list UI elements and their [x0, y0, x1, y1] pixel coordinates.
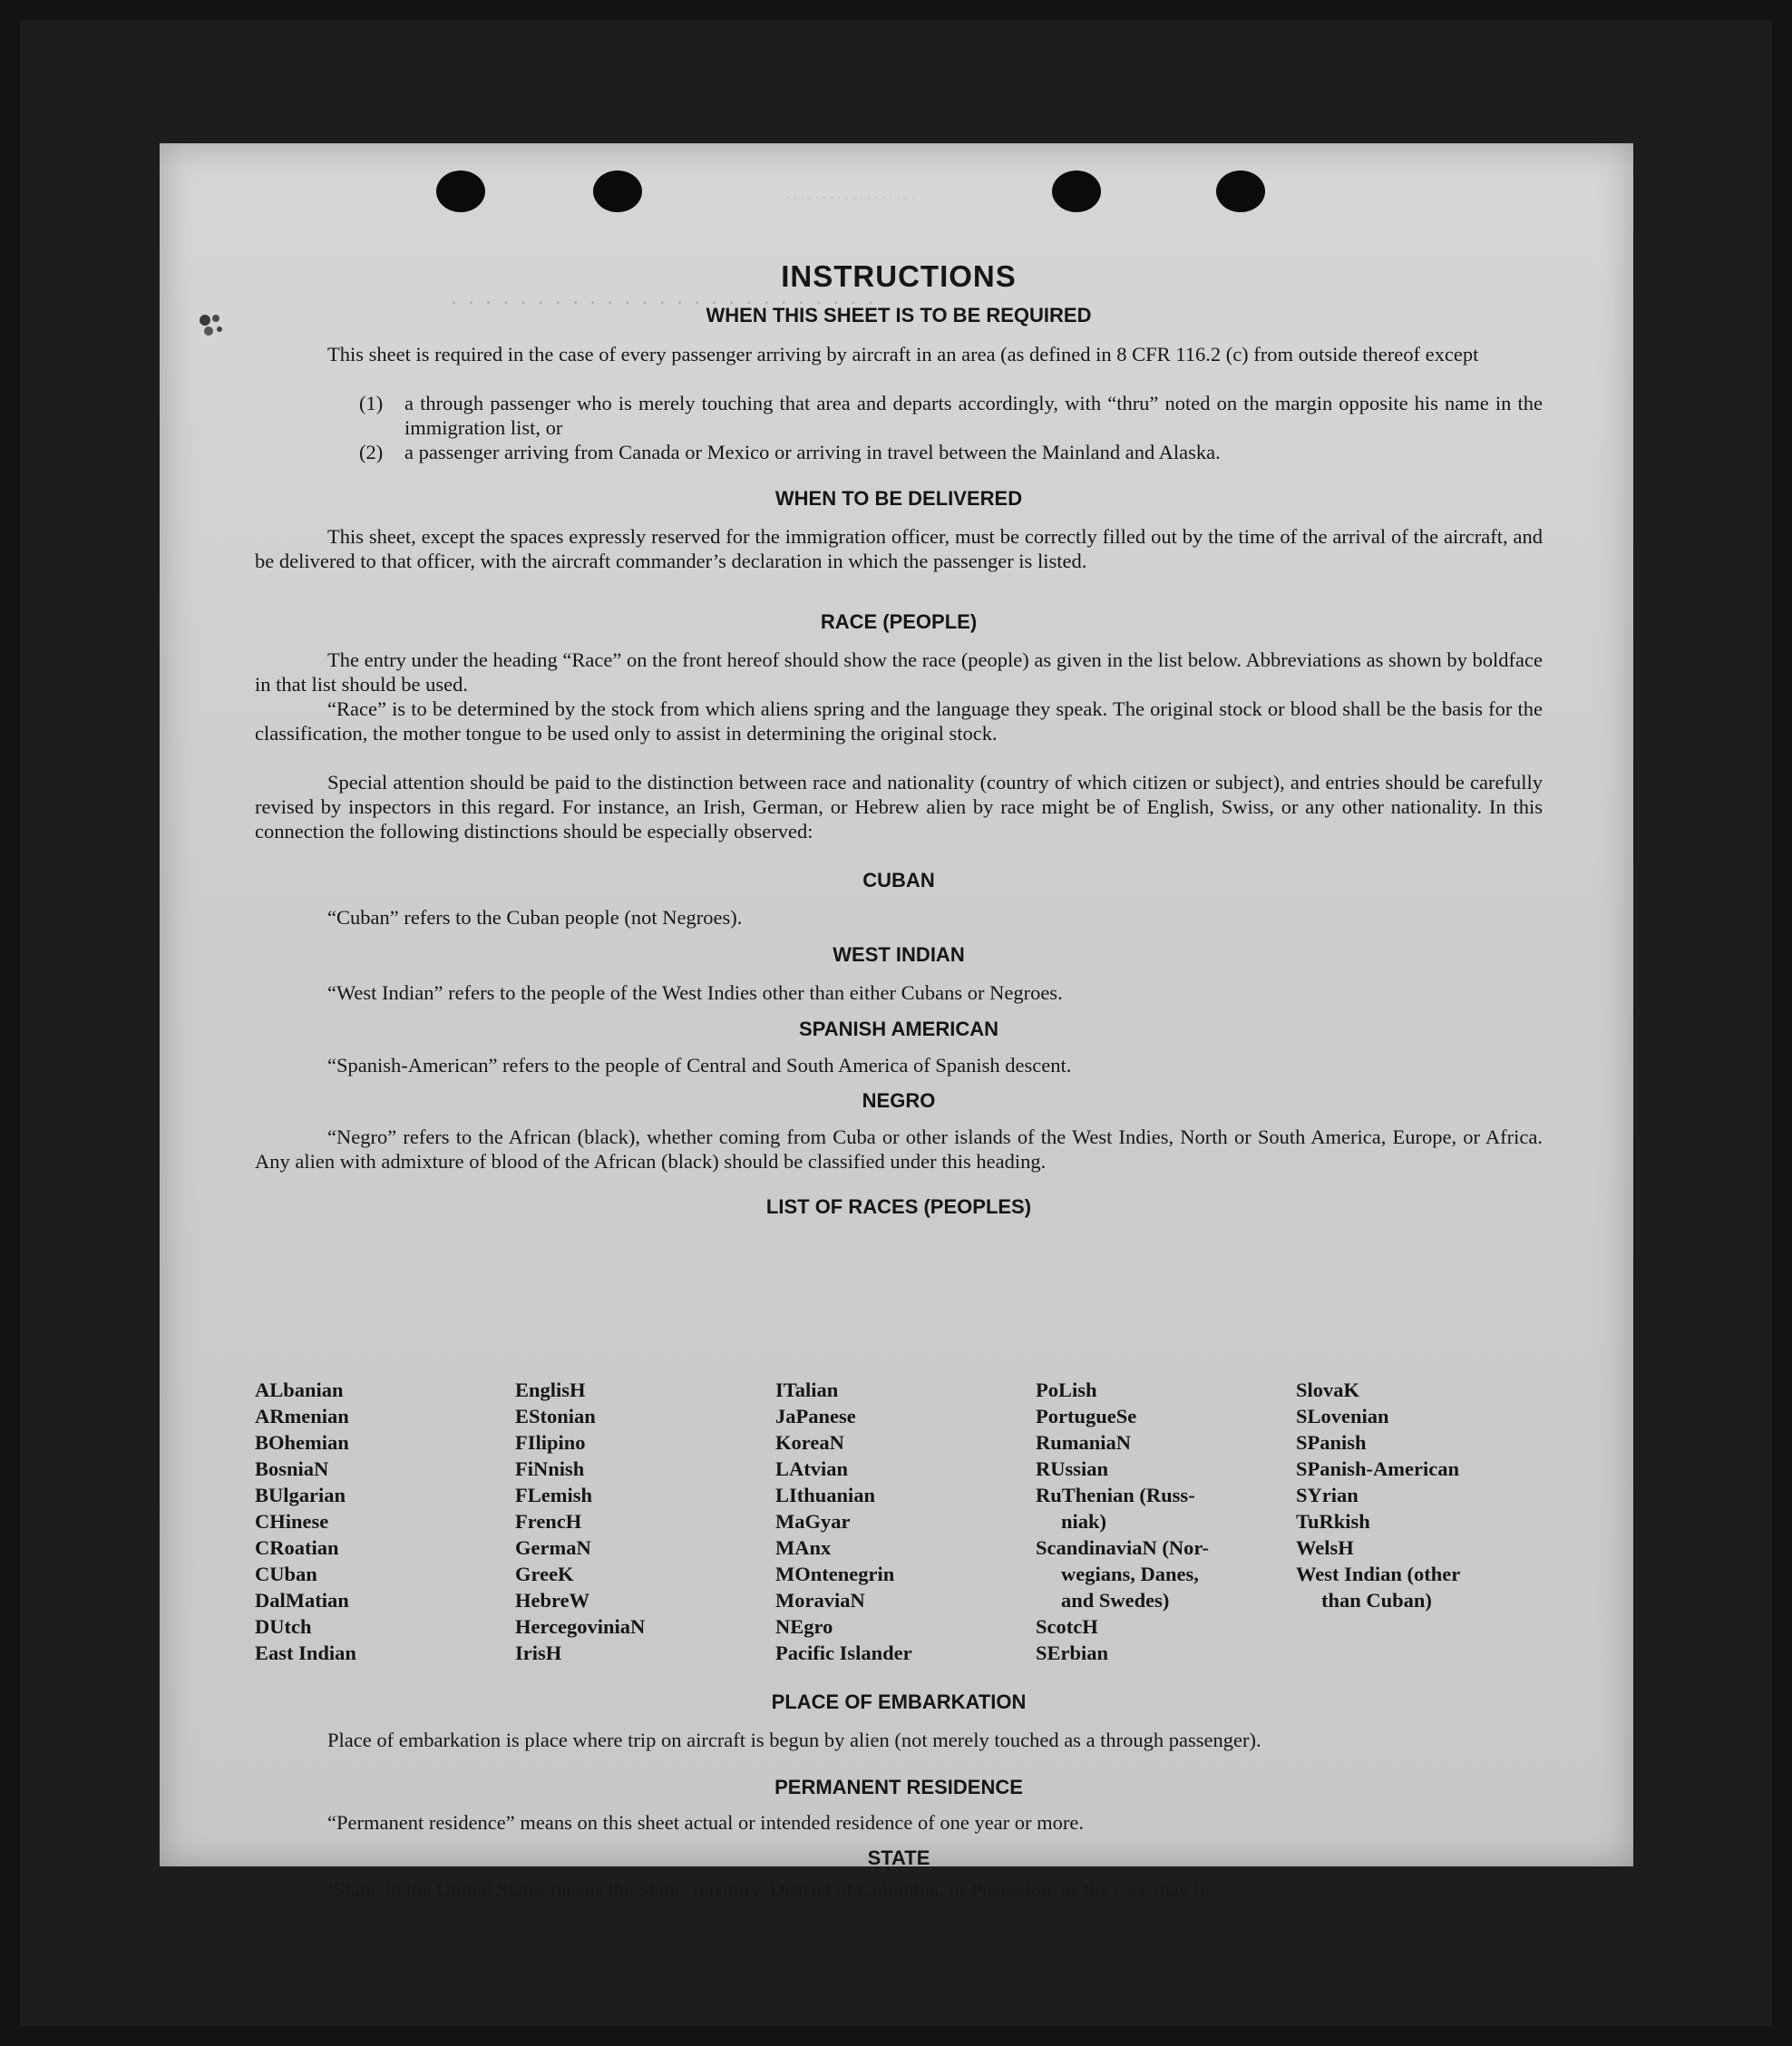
- paragraph: This sheet is required in the case of every passenger arriving by aircraft in an area (as defined in 8 CFR 116.2 (c) from outside thereof except: [327, 343, 1479, 365]
- paragraph: “Race” is to be determined by the stock from which aliens spring and the language they speak. The original stock or blood shall be the basis for the classification, the mother tongue to be used only to assist in determining the original stock.: [255, 697, 1543, 745]
- section-heading: PLACE OF EMBARKATION: [771, 1690, 1027, 1713]
- punch-hole: [1216, 170, 1265, 212]
- race-item: KoreaN: [775, 1431, 844, 1454]
- race-item: wegians, Danes,: [1061, 1563, 1199, 1585]
- race-item: Pacific Islander: [775, 1642, 912, 1664]
- list-item-text: a passenger arriving from Canada or Mexico or arriving in travel between the Mainland and Alaska.: [404, 441, 1221, 463]
- race-item: CUban: [255, 1563, 317, 1585]
- section-heading: WHEN THIS SHEET IS TO BE REQUIRED: [706, 304, 1092, 326]
- page-title: INSTRUCTIONS: [781, 259, 1017, 293]
- list-item-text: a through passenger who is merely touching that area and departs accordingly, with “thru” noted on the margin opposite his name in the immigration list, or: [404, 392, 1543, 439]
- paragraph: Special attention should be paid to the distinction between race and nationality (country of which citizen or subject), and entries should be carefully revised by inspectors in this regard. For instance, an Irish, German, or Hebrew alien by race might be of English, Swiss, or any other nationality. In this connection the following distinctions should be especially observed:: [255, 771, 1543, 843]
- race-item: BosniaN: [255, 1457, 329, 1480]
- race-item: SPanish: [1296, 1431, 1367, 1454]
- section-heading: CUBAN: [862, 869, 935, 891]
- race-item: GreeK: [515, 1563, 574, 1585]
- race-item: WelsH: [1296, 1536, 1354, 1559]
- bleed-through-text: · · · · · · · · · · · · · · · · · · · · · · · · ·: [450, 289, 877, 316]
- section-heading: LIST OF RACES (PEOPLES): [765, 1195, 1032, 1218]
- race-item: PortugueSe: [1036, 1405, 1137, 1427]
- paragraph: “Permanent residence” means on this sheet actual or intended residence of one year or more.: [327, 1811, 1085, 1834]
- race-item: ScandinaviaN (Nor-: [1036, 1536, 1210, 1559]
- paragraph: “Cuban” refers to the Cuban people (not Negroes).: [327, 906, 743, 929]
- race-list-column-4: [1036, 1377, 1209, 1666]
- race-item: CRoatian: [255, 1536, 339, 1559]
- race-item: SlovaK: [1296, 1379, 1360, 1401]
- race-item: MoraviaN: [775, 1589, 865, 1612]
- race-item: ARmenian: [255, 1405, 349, 1427]
- race-item: DalMatian: [255, 1589, 349, 1612]
- paragraph: “Spanish-American” refers to the people of Central and South America of Spanish descent.: [327, 1054, 1072, 1077]
- race-item: West Indian (other: [1296, 1563, 1461, 1585]
- race-item: FLemish: [515, 1484, 593, 1506]
- race-item: EStonian: [515, 1405, 596, 1427]
- ink-stamp-mark: [196, 311, 227, 338]
- race-item: MaGyar: [775, 1510, 851, 1533]
- race-list-column-1: [255, 1377, 356, 1666]
- race-item: RUssian: [1036, 1457, 1109, 1480]
- race-item: East Indian: [255, 1642, 356, 1664]
- race-item: EnglisH: [515, 1379, 586, 1401]
- race-item: MAnx: [775, 1536, 832, 1559]
- punch-hole: [593, 170, 642, 212]
- race-item: LIthuanian: [775, 1484, 876, 1506]
- race-item: PoLish: [1036, 1379, 1097, 1401]
- race-item: CHinese: [255, 1510, 329, 1533]
- race-list-column-5: [1296, 1377, 1460, 1613]
- section-heading: RACE (PEOPLE): [820, 610, 978, 633]
- race-item: than Cuban): [1321, 1589, 1432, 1612]
- paragraph: The entry under the heading “Race” on the front hereof should show the race (people) as given in the list below. Abbreviations as shown by boldface in that list should be used.: [255, 648, 1543, 696]
- race-item: FIlipino: [515, 1431, 586, 1454]
- race-item: HebreW: [515, 1589, 590, 1612]
- race-item: RuThenian (Russ-: [1036, 1484, 1195, 1506]
- list-item: [359, 391, 1543, 440]
- punch-hole: [1052, 170, 1101, 212]
- race-list-column-3: [775, 1377, 912, 1666]
- paragraph: ‘State’ in the United States means the State, Territory, District of Columbia, or Posession, as the case may be.: [327, 1878, 1219, 1901]
- race-item: TuRkish: [1296, 1510, 1370, 1533]
- bleed-through-text: · · · · · · · · · · · · · · · · · ·: [785, 190, 916, 203]
- race-item: LAtvian: [775, 1457, 849, 1480]
- race-item: SPanish-American: [1296, 1457, 1459, 1480]
- race-item: BOhemian: [255, 1431, 349, 1454]
- list-item-number: (2): [359, 441, 384, 463]
- list-item: [359, 440, 1543, 464]
- race-item: niak): [1061, 1510, 1107, 1533]
- race-item: FiNnish: [515, 1457, 585, 1480]
- paragraph: “Negro” refers to the African (black), whether coming from Cuba or other islands of the West Indies, North or South America, Europe, or Africa. Any alien with admixture of blood of the African (black) should be classified under this heading.: [255, 1125, 1543, 1173]
- section-heading: PERMANENT RESIDENCE: [774, 1776, 1023, 1798]
- race-item: FrencH: [515, 1510, 582, 1533]
- section-heading: WHEN TO BE DELIVERED: [774, 487, 1023, 510]
- list-item-number: (1): [359, 392, 384, 414]
- race-item: JaPanese: [775, 1405, 856, 1427]
- race-item: ScotcH: [1036, 1615, 1098, 1638]
- race-item: SYrian: [1296, 1484, 1359, 1506]
- section-heading: STATE: [867, 1846, 930, 1869]
- section-heading: SPANISH AMERICAN: [798, 1018, 998, 1040]
- race-item: DUtch: [255, 1615, 312, 1638]
- race-item: NEgro: [775, 1615, 833, 1638]
- paragraph: “West Indian” refers to the people of the West Indies other than either Cubans or Negroes.: [327, 981, 1063, 1004]
- document-sheet: [160, 143, 1633, 1901]
- section-heading: NEGRO: [862, 1089, 936, 1112]
- race-item: SErbian: [1036, 1642, 1109, 1664]
- paragraph: This sheet, except the spaces expressly reserved for the immigration officer, must be correctly filled out by the time of the arrival of the aircraft, and be delivered to that officer, with the aircraft commander’s declaration in which the passenger is listed.: [255, 525, 1543, 572]
- race-item: and Swedes): [1061, 1589, 1170, 1612]
- race-item: GermaN: [515, 1536, 591, 1559]
- race-item: MOntenegrin: [775, 1563, 895, 1585]
- race-item: BUlgarian: [255, 1484, 346, 1506]
- section-heading: WEST INDIAN: [833, 943, 965, 966]
- race-item: ALbanian: [255, 1379, 344, 1401]
- race-item: IrisH: [515, 1642, 562, 1664]
- race-item: ITalian: [775, 1379, 839, 1401]
- race-item: RumaniaN: [1036, 1431, 1132, 1454]
- paragraph: Place of embarkation is place where trip on aircraft is begun by alien (not merely touched as a through passenger).: [327, 1729, 1261, 1751]
- punch-hole: [436, 170, 485, 212]
- race-list-column-2: [515, 1377, 645, 1666]
- race-item: HercegoviniaN: [515, 1615, 646, 1638]
- race-item: SLovenian: [1296, 1405, 1389, 1427]
